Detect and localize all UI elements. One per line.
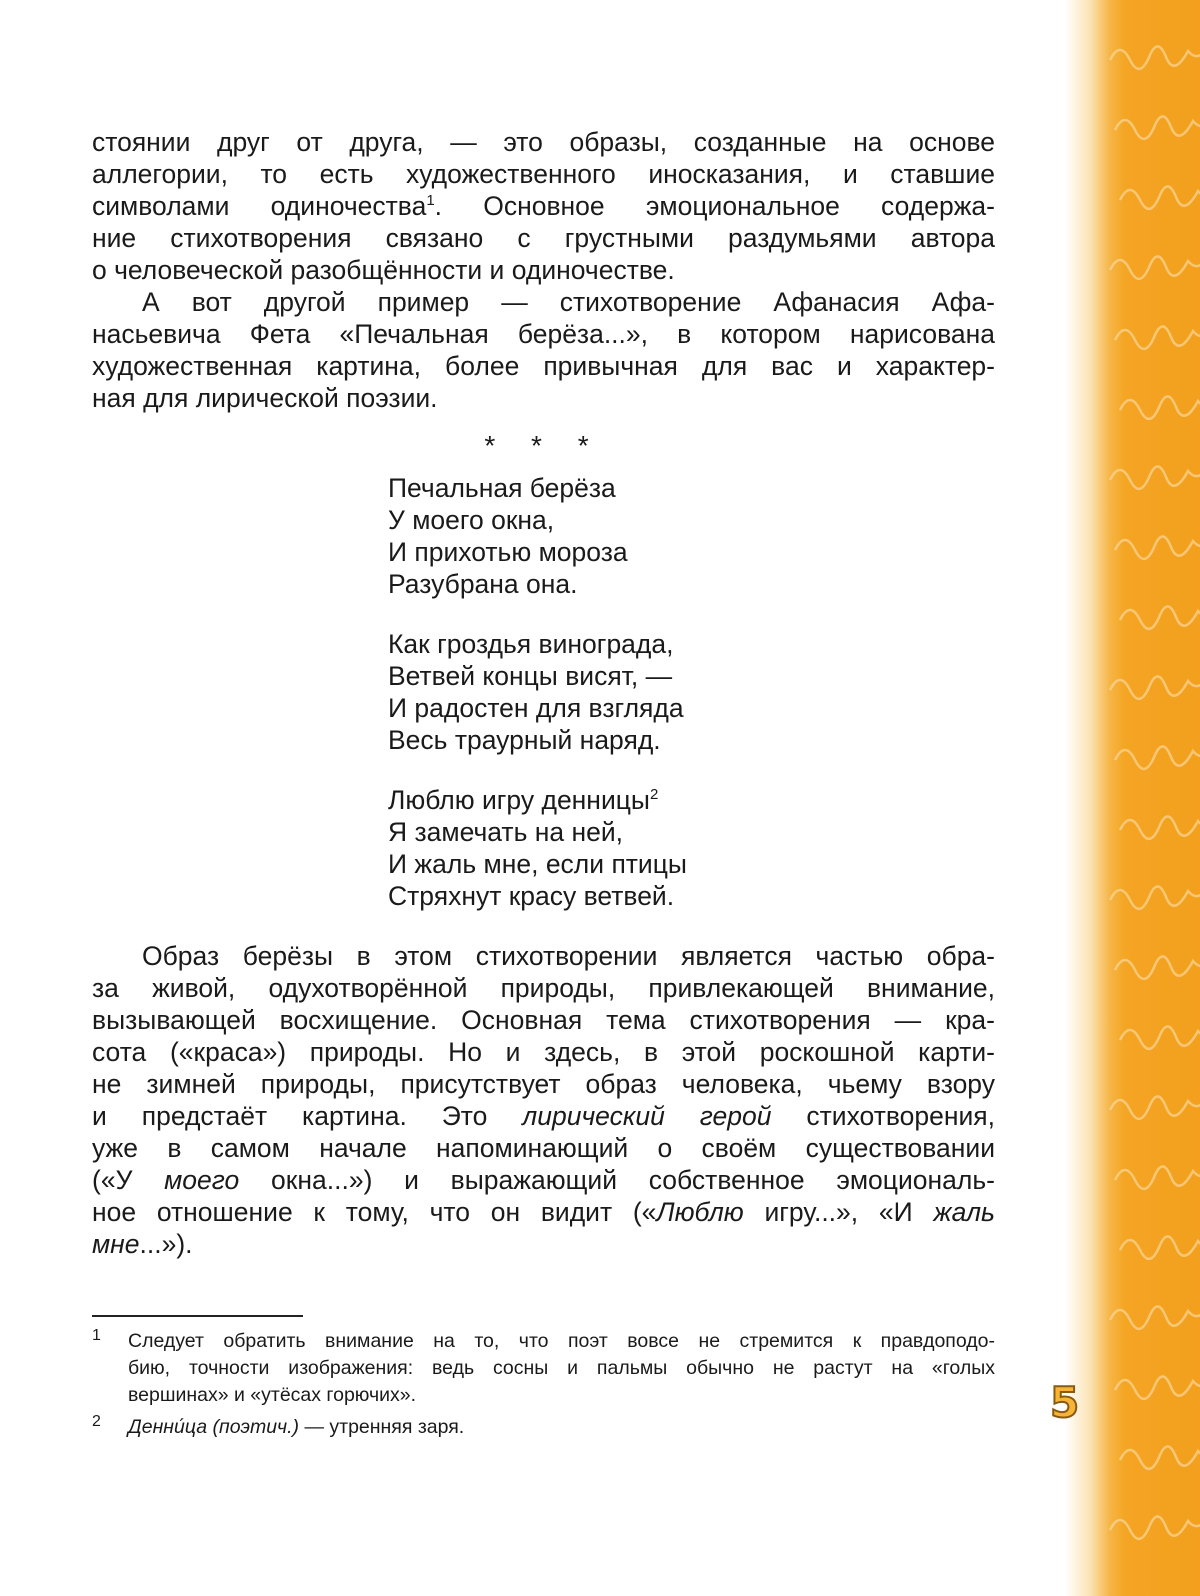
handwriting-stroke bbox=[1115, 746, 1200, 768]
text-run: Разубрана она. bbox=[388, 569, 578, 599]
footnote bbox=[92, 1414, 995, 1441]
text-run: А вот другой пример — стихотворение Афанасия Афа- bbox=[142, 287, 995, 317]
text-run: Образ берёзы в этом стихотворении является частью обра- bbox=[142, 941, 995, 971]
footnote-text bbox=[128, 1414, 995, 1441]
text-run: — утренняя заря. bbox=[299, 1416, 465, 1438]
text-line bbox=[92, 382, 995, 414]
poem-line bbox=[388, 568, 995, 600]
text-run: художественная картина, более привычная для вас и характер- bbox=[92, 351, 995, 381]
poem-line bbox=[388, 724, 995, 756]
poem-stanza bbox=[388, 784, 995, 912]
poem-line bbox=[388, 472, 995, 504]
text-run: И прихотью мороза bbox=[388, 537, 628, 567]
text-line bbox=[92, 1196, 995, 1228]
text-run: И жаль мне, если птицы bbox=[388, 849, 687, 879]
text-line bbox=[92, 1100, 995, 1132]
text-run: сота («краса») природы. Но и здесь, в этой роскошной карти- bbox=[92, 1037, 995, 1067]
paragraph bbox=[92, 940, 995, 1260]
text-line bbox=[92, 1164, 995, 1196]
page-number: 5 bbox=[1050, 1378, 1080, 1427]
text-run: У моего окна, bbox=[388, 505, 555, 535]
poem-line bbox=[388, 880, 995, 912]
poem bbox=[388, 472, 995, 912]
text-run: символами одиночества bbox=[92, 191, 427, 221]
text-run: ное отношение к тому, что он видит (« bbox=[92, 1197, 657, 1227]
text-run: аллегории, то есть художественного иносказания, и ставшие bbox=[92, 159, 995, 189]
text-run: не зимней природы, присутствует образ человека, чьему взору bbox=[92, 1069, 995, 1099]
handwriting-stroke bbox=[1110, 256, 1200, 278]
poem-stanza bbox=[388, 472, 995, 600]
footnote-line bbox=[128, 1414, 995, 1441]
text-line bbox=[92, 254, 995, 286]
text-line bbox=[92, 940, 995, 972]
text-line bbox=[92, 1132, 995, 1164]
poem-line bbox=[388, 816, 995, 848]
text-run: ...»). bbox=[139, 1229, 193, 1259]
footnote-line bbox=[128, 1328, 995, 1355]
text-run: бию, точности изображения: ведь сосны и пальмы обычно не растут на «голых bbox=[128, 1357, 995, 1379]
text-line bbox=[92, 126, 995, 158]
footnote-number: 2 bbox=[92, 1413, 101, 1430]
text-run: Я замечать на ней, bbox=[388, 817, 624, 847]
handwriting-stroke bbox=[1115, 326, 1200, 348]
text-run: за живой, одухотворённой природы, привлекающей внимание, bbox=[92, 973, 995, 1003]
handwriting-stroke bbox=[1120, 1236, 1200, 1258]
text-run: Весь траурный наряд. bbox=[388, 725, 661, 755]
text-run: вершинах» и «утёсах горючих». bbox=[128, 1384, 417, 1406]
italic-text: Денни́ца (поэтич.) bbox=[128, 1416, 300, 1438]
poem-line bbox=[388, 536, 995, 568]
handwriting-stroke bbox=[1120, 1026, 1200, 1048]
text-run: уже в самом начале напоминающий о своём существовании bbox=[92, 1133, 995, 1163]
paragraph bbox=[92, 286, 995, 414]
poem-line bbox=[388, 628, 995, 660]
text-line bbox=[92, 350, 995, 382]
handwriting-stroke bbox=[1115, 1376, 1200, 1398]
text-run: ная для лирической поэзии. bbox=[92, 383, 438, 413]
footnote-text bbox=[128, 1328, 995, 1409]
text-run: игру...», «И bbox=[743, 1197, 934, 1227]
page-body bbox=[92, 126, 995, 1260]
poem-line bbox=[388, 848, 995, 880]
footnote-line bbox=[128, 1382, 995, 1409]
text-run: окна...») и выражающий собственное эмоциональ- bbox=[239, 1165, 995, 1195]
text-run: ние стихотворения связано с грустными раздумьями автора bbox=[92, 223, 995, 253]
handwriting-stroke bbox=[1120, 396, 1200, 418]
italic-text: Люблю bbox=[656, 1197, 744, 1227]
handwriting-stroke bbox=[1110, 676, 1200, 698]
text-run: Следует обратить внимание на то, что поэт вовсе не стремится к правдоподо- bbox=[128, 1330, 995, 1352]
text-line bbox=[92, 222, 995, 254]
handwriting-stroke bbox=[1110, 886, 1200, 908]
poem-line bbox=[388, 660, 995, 692]
poem-line bbox=[388, 504, 995, 536]
text-run: Люблю игру денницы bbox=[388, 785, 650, 815]
text-run: («У bbox=[92, 1165, 165, 1195]
handwriting-stroke bbox=[1115, 116, 1200, 138]
text-run: насьевича Фета «Печальная берёза...», в котором нарисована bbox=[92, 319, 995, 349]
text-line bbox=[92, 1036, 995, 1068]
handwriting-stroke bbox=[1120, 816, 1200, 838]
handwriting-stroke bbox=[1120, 186, 1200, 208]
text-line bbox=[92, 286, 995, 318]
text-line bbox=[92, 1228, 995, 1260]
footnote-line bbox=[128, 1355, 995, 1382]
handwriting-stroke bbox=[1115, 536, 1200, 558]
handwriting-stroke bbox=[1115, 1166, 1200, 1188]
text-run: Печальная берёза bbox=[388, 473, 616, 503]
text-run: Как гроздья винограда, bbox=[388, 629, 674, 659]
footnote-ref: 1 bbox=[426, 192, 435, 210]
footnote bbox=[92, 1328, 995, 1409]
italic-text: лирический герой bbox=[522, 1101, 772, 1131]
text-run: . Основное эмоциональное содержа- bbox=[434, 191, 995, 221]
handwriting-stroke bbox=[1120, 606, 1200, 628]
handwriting-stroke bbox=[1110, 1306, 1200, 1328]
text-run: стихотворения, bbox=[771, 1101, 995, 1131]
text-line bbox=[92, 158, 995, 190]
decorative-handwriting-strip bbox=[1065, 0, 1200, 1596]
italic-text: моего bbox=[164, 1165, 240, 1195]
text-run: И радостен для взгляда bbox=[388, 693, 684, 723]
poem-separator: * * * bbox=[484, 430, 603, 461]
text-run: Ветвей концы висят, — bbox=[388, 661, 673, 691]
footnote-number: 1 bbox=[92, 1327, 101, 1344]
text-run: стоянии друг от друга, — это образы, созданные на основе bbox=[92, 127, 995, 157]
text-line bbox=[92, 190, 995, 222]
footnote-ref: 2 bbox=[649, 786, 659, 804]
text-run: и предстаёт картина. Это bbox=[92, 1101, 523, 1131]
handwriting-stroke bbox=[1115, 956, 1200, 978]
text-line bbox=[92, 972, 995, 1004]
text-run: Стряхнут красу ветвей. bbox=[388, 881, 675, 911]
handwriting-stroke bbox=[1110, 1516, 1200, 1538]
text-line bbox=[92, 318, 995, 350]
poem-stanza bbox=[388, 628, 995, 756]
handwriting-stroke bbox=[1110, 1096, 1200, 1118]
poem-line bbox=[388, 784, 995, 816]
handwriting-stroke bbox=[1110, 466, 1200, 488]
italic-text: мне bbox=[92, 1229, 140, 1259]
handwriting-stroke bbox=[1110, 46, 1200, 68]
text-line bbox=[92, 1068, 995, 1100]
poem-line bbox=[388, 692, 995, 724]
handwriting-stroke bbox=[1120, 1446, 1200, 1468]
italic-text: жаль bbox=[933, 1197, 995, 1227]
text-run: о человеческой разобщённости и одиночестве. bbox=[92, 255, 675, 285]
text-line bbox=[92, 1004, 995, 1036]
handwriting-pattern bbox=[1065, 0, 1200, 1596]
footnote-rule bbox=[92, 1315, 303, 1317]
paragraph bbox=[92, 126, 995, 286]
text-run: вызывающей восхищение. Основная тема стихотворения — кра- bbox=[92, 1005, 995, 1035]
